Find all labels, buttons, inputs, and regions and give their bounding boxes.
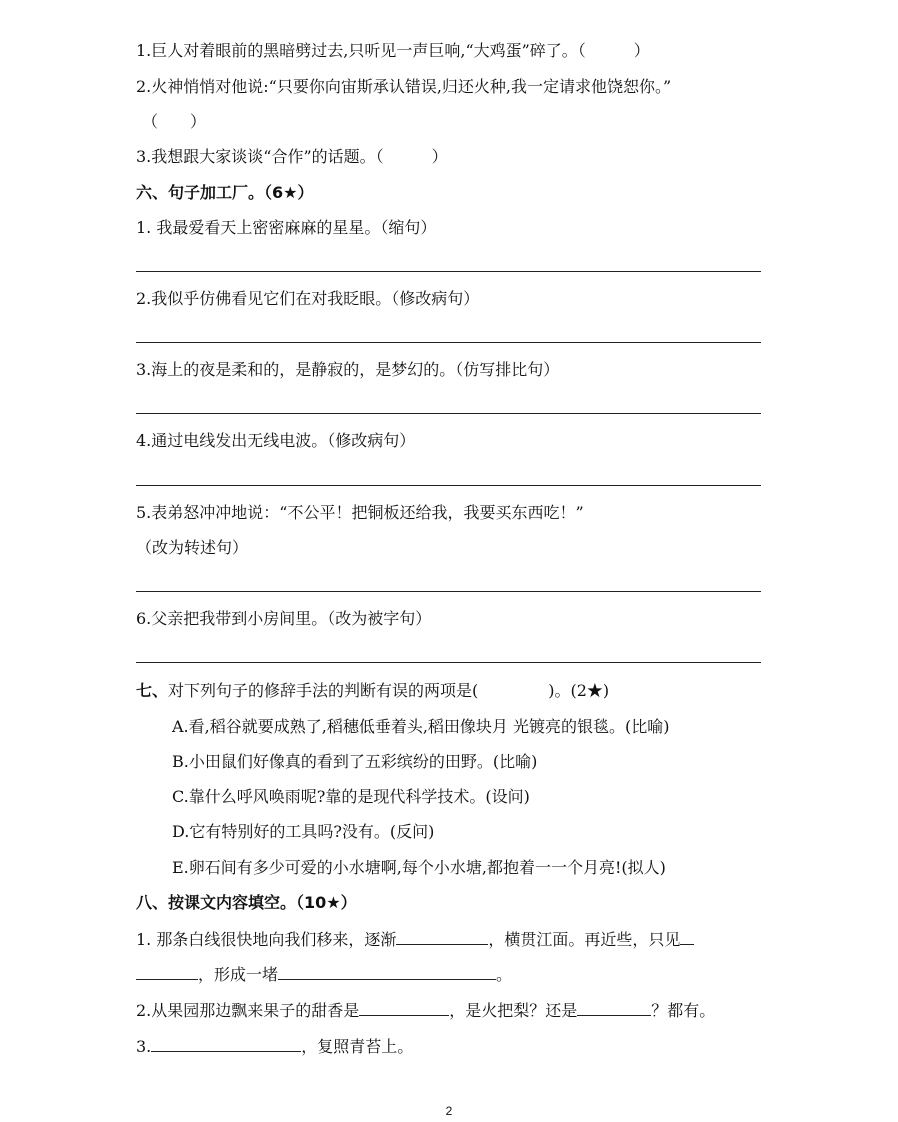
q8-line-3 bbox=[136, 999, 715, 1022]
answer-line-3[interactable] bbox=[136, 413, 761, 414]
section-7-score: )。(2★) bbox=[548, 681, 610, 700]
q8-line-2-text-a: ，形成一堵 bbox=[198, 965, 279, 984]
q6-item-1: 1. 我最爱看天上密密麻麻的星星。（缩句） bbox=[136, 218, 437, 237]
q8-line-4-text-a: 3. bbox=[136, 1037, 152, 1056]
answer-line-6[interactable] bbox=[136, 662, 761, 663]
page-number: 2 bbox=[445, 1104, 453, 1118]
answer-line-1[interactable] bbox=[136, 271, 761, 272]
q6-item-5-instruction: （改为转述句） bbox=[136, 538, 249, 557]
q8-line-4 bbox=[136, 1035, 413, 1058]
q8-line-3-text-a: 2.从果园那边飘来果子的甜香是 bbox=[136, 1001, 360, 1020]
answer-line-4[interactable] bbox=[136, 485, 761, 486]
answer-line-2[interactable] bbox=[136, 342, 761, 343]
option-b: B.小田鼠们好像真的看到了五彩缤纷的田野。(比喻) bbox=[172, 752, 538, 771]
option-d: D.它有特别好的工具吗?没有。(反问) bbox=[172, 822, 435, 841]
q8-line-1 bbox=[136, 928, 694, 951]
q6-item-5: 5.表弟怒冲冲地说：“不公平！把铜板还给我，我要买东西吃！” bbox=[136, 503, 584, 522]
option-a: A.看,稻谷就要成熟了,稻穗低垂着头,稻田像块月 光镀亮的银毯。(比喻) bbox=[172, 717, 670, 736]
option-c: C.靠什么呼风唤雨呢?靠的是现代科学技术。(设问) bbox=[172, 787, 530, 806]
q8-line-3-text-c: ？都有。 bbox=[651, 1001, 716, 1020]
fill-blank-6[interactable] bbox=[151, 1035, 301, 1052]
fill-blank-2-start[interactable] bbox=[680, 928, 694, 945]
q8-line-1-text-b: ，横贯江面。再近些，只见 bbox=[488, 930, 681, 949]
q8-line-2 bbox=[136, 963, 512, 986]
q5-sentence-1: 1.巨人对着眼前的黑暗劈过去,只听见一声巨响,“大鸡蛋”碎了。（ ） bbox=[136, 41, 650, 60]
option-e: E.卵石间有多少可爱的小水塘啊,每个小水塘,都抱着一一个月亮!(拟人) bbox=[172, 858, 666, 877]
section-7-heading bbox=[136, 680, 609, 702]
q8-line-2-text-b: 。 bbox=[496, 965, 513, 984]
q6-item-2: 2.我似乎仿佛看见它们在对我眨眼。（修改病句） bbox=[136, 289, 480, 308]
q6-item-6: 6.父亲把我带到小房间里。（改为被字句） bbox=[136, 609, 432, 628]
section-7-question: 对下列句子的修辞手法的判断有误的两项是( bbox=[168, 681, 479, 700]
q8-line-1-text-a: 1. 那条白线很快地向我们移来，逐渐 bbox=[136, 930, 397, 949]
section-6-heading: 六、句子加工厂。（6★） bbox=[136, 183, 314, 202]
section-7-number: 七、 bbox=[136, 681, 169, 700]
q5-sentence-2-paren: （ ） bbox=[142, 112, 207, 131]
q5-sentence-2: 2.火神悄悄对他说:“只要你向宙斯承认错误,归还火种,我一定请求他饶恕你。” bbox=[136, 77, 672, 96]
fill-blank-4[interactable] bbox=[359, 999, 449, 1016]
section-8-heading: 八、按课文内容填空。（10★） bbox=[136, 893, 357, 912]
fill-blank-5[interactable] bbox=[577, 999, 651, 1016]
fill-blank-2-end[interactable] bbox=[136, 963, 198, 980]
q8-line-4-text-b: ，复照青苔上。 bbox=[301, 1037, 414, 1056]
fill-blank-1[interactable] bbox=[396, 928, 488, 945]
q8-line-3-text-b: ，是火把梨？还是 bbox=[449, 1001, 578, 1020]
answer-line-5[interactable] bbox=[136, 591, 761, 592]
q6-item-4: 4.通过电线发出无线电波。（修改病句） bbox=[136, 431, 416, 450]
q6-item-3: 3.海上的夜是柔和的，是静寂的，是梦幻的。（仿写排比句） bbox=[136, 360, 560, 379]
fill-blank-3[interactable] bbox=[278, 963, 496, 980]
q5-sentence-3: 3.我想跟大家谈谈“合作”的话题。（ ） bbox=[136, 147, 448, 166]
